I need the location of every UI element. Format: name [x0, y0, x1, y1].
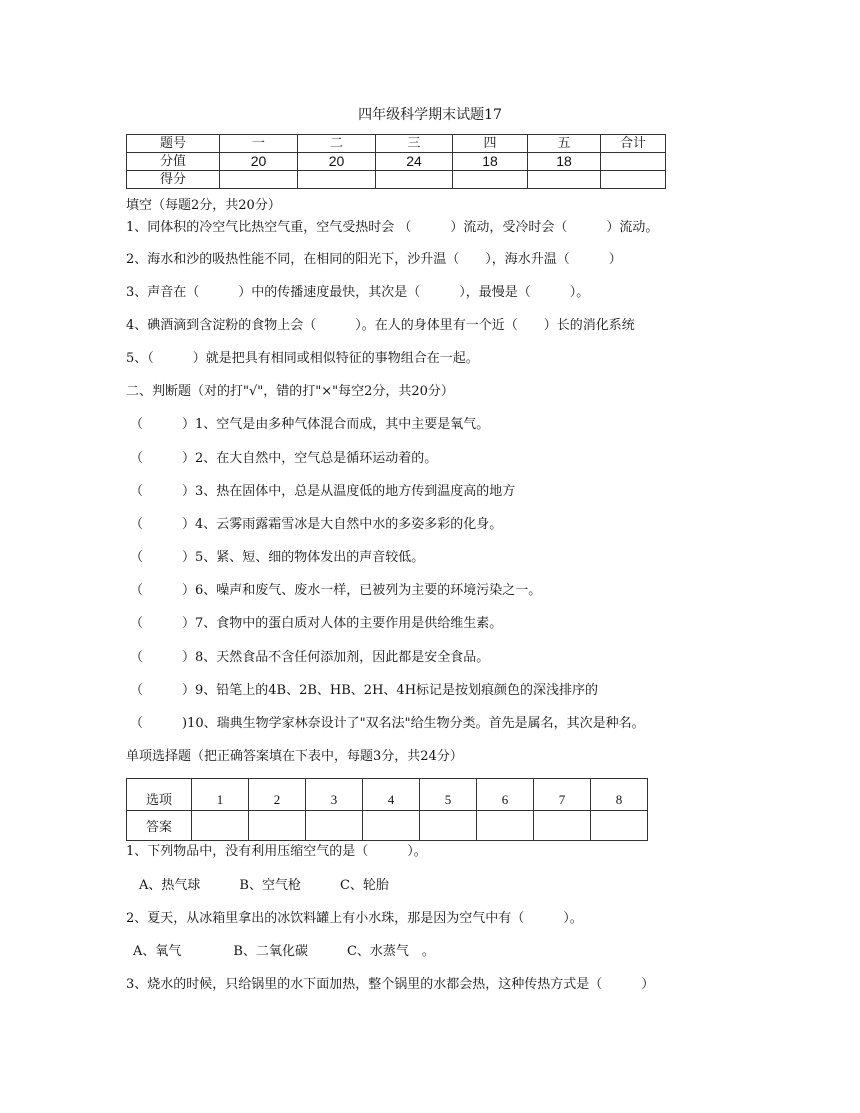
- table-row: [127, 153, 666, 171]
- table-cell: 五: [528, 135, 601, 153]
- table-cell: 三: [376, 135, 453, 153]
- question-item: （ ）5、紧、短、细的物体发出的声音较低。: [130, 550, 425, 565]
- question-item: 4、碘酒滴到含淀粉的食物上会（ ）。在人的身体里有一个近（ ）长的消化系统: [126, 318, 635, 333]
- table-cell: 8: [591, 779, 648, 811]
- table-cell[interactable]: [528, 171, 601, 189]
- table-cell: 7: [534, 779, 591, 811]
- question-item: 3、声音在（ ）中的传播速度最快，其次是（ ），最慢是（ ）。: [126, 285, 590, 300]
- question-options: A、热气球 B、空气枪 C、轮胎: [139, 878, 389, 893]
- table-cell[interactable]: [477, 811, 534, 841]
- table-cell: 二: [298, 135, 376, 153]
- table-cell[interactable]: [420, 811, 477, 841]
- table-cell: 18: [528, 153, 601, 171]
- table-cell[interactable]: [298, 171, 376, 189]
- table-cell: 合计: [601, 135, 666, 153]
- section-heading: 填空（每题2分，共20分）: [126, 198, 281, 213]
- table-cell: 4: [363, 779, 420, 811]
- table-cell: 6: [477, 779, 534, 811]
- table-cell[interactable]: [601, 171, 666, 189]
- table-cell: 一: [220, 135, 298, 153]
- table-cell[interactable]: [601, 153, 666, 171]
- question-item: （ ）4、云雾雨露霜雪冰是大自然中水的多姿多彩的化身。: [130, 517, 503, 532]
- table-cell[interactable]: [192, 811, 249, 841]
- section-heading: 二、判断题（对的打"√"，错的打"×"每空2分，共20分）: [126, 384, 454, 399]
- question-item: （ ）8、天然食品不含任何添加剂，因此都是安全食品。: [130, 650, 490, 665]
- table-cell[interactable]: [220, 171, 298, 189]
- question-item: 2、夏天，从冰箱里拿出的冰饮料罐上有小水珠，那是因为空气中有（ ）。: [126, 911, 583, 926]
- table-cell: 得分: [127, 171, 220, 189]
- table-cell: 四: [453, 135, 528, 153]
- table-cell[interactable]: [453, 171, 528, 189]
- question-item: （ ）6、噪声和废气、废水一样，已被列为主要的环境污染之一。: [130, 583, 542, 598]
- table-cell[interactable]: [376, 171, 453, 189]
- question-item: （ ）9、铅笔上的4B、2B、HB、2H、4H标记是按划痕颜色的深浅排序的: [130, 683, 599, 698]
- table-cell: 5: [420, 779, 477, 811]
- table-cell: 选项: [127, 779, 192, 811]
- table-cell: 分值: [127, 153, 220, 171]
- table-cell: 答案: [127, 811, 192, 841]
- table-cell: 1: [192, 779, 249, 811]
- table-cell: 20: [298, 153, 376, 171]
- question-item: （ ）2、在大自然中，空气总是循环运动着的。: [130, 451, 438, 466]
- table-row: [127, 135, 666, 153]
- question-item: 2、海水和沙的吸热性能不同，在相同的阳光下，沙升温（ ），海水升温（ ）: [126, 252, 622, 267]
- table-cell: 24: [376, 153, 453, 171]
- question-item: 5、（ ）就是把具有相同或相似特征的事物组合在一起。: [126, 351, 479, 366]
- table-cell: 18: [453, 153, 528, 171]
- table-cell[interactable]: [249, 811, 306, 841]
- question-item: 3、烧水的时候，只给锅里的水下面加热，整个锅里的水都会热，这种传热方式是（ ）: [126, 977, 655, 992]
- table-row: [127, 811, 648, 841]
- question-item: （ )10、瑞典生物学家林奈设计了"双名法"给生物分类。首先是属名，其次是种名。: [130, 716, 645, 731]
- table-row: [127, 171, 666, 189]
- table-row: [127, 779, 648, 811]
- table-cell[interactable]: [591, 811, 648, 841]
- table-cell: 2: [249, 779, 306, 811]
- question-item: （ ）3、热在固体中，总是从温度低的地方传到温度高的地方: [130, 484, 516, 499]
- table-cell: 3: [306, 779, 363, 811]
- question-options: A、氧气 B、二氧化碳 C、水蒸气 。: [133, 944, 435, 959]
- question-item: 1、下列物品中，没有利用压缩空气的是（ ）。: [126, 844, 427, 859]
- section-heading: 单项选择题（把正确答案填在下表中，每题3分，共24分）: [126, 749, 463, 764]
- page-title: 四年级科学期末试题17: [358, 107, 502, 123]
- question-item: （ ）1、空气是由多种气体混合而成，其中主要是氧气。: [130, 417, 490, 432]
- table-cell[interactable]: [363, 811, 420, 841]
- table-cell: 20: [220, 153, 298, 171]
- table-cell[interactable]: [306, 811, 363, 841]
- score-table: [126, 134, 666, 189]
- table-cell: 题号: [127, 135, 220, 153]
- question-item: （ ）7、食物中的蛋白质对人体的主要作用是供给维生素。: [130, 616, 503, 631]
- question-item: 1、同体积的冷空气比热空气重，空气受热时会 （ ）流动，受冷时会（ ）流动。: [126, 220, 659, 235]
- table-cell[interactable]: [534, 811, 591, 841]
- answer-table: [126, 778, 648, 841]
